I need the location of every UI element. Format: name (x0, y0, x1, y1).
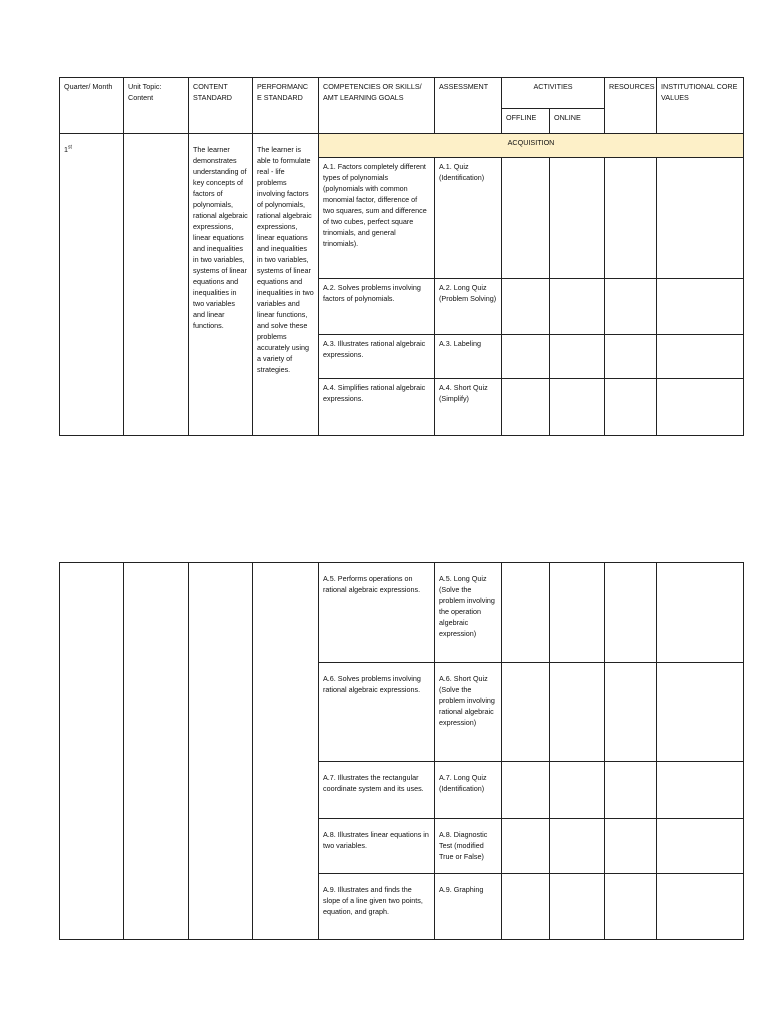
offline-cell (502, 874, 550, 940)
content-standard-cell (189, 563, 253, 940)
online-cell (550, 663, 605, 762)
quarter-header: Quarter/ Month (60, 78, 124, 134)
resources-cell (605, 819, 657, 874)
competency-cell: A.6. Solves problems involving rational algebraic expressions. (319, 663, 435, 762)
assessment-cell: A.7. Long Quiz (Identification) (435, 762, 502, 819)
competency-cell: A.3. Illustrates rational algebraic expressions. (319, 335, 435, 379)
online-cell (550, 563, 605, 663)
offline-cell (502, 158, 550, 279)
online-cell (550, 819, 605, 874)
resources-cell (605, 379, 657, 436)
content-standard-header: CONTENT STANDARD (189, 78, 253, 134)
resources-cell (605, 874, 657, 940)
offline-cell (502, 335, 550, 379)
offline-header: OFFLINE (502, 109, 550, 134)
quarter-ordinal: st (68, 144, 72, 151)
resources-cell (605, 663, 657, 762)
resources-cell (605, 279, 657, 335)
core-values-cell (657, 563, 744, 663)
offline-cell (502, 279, 550, 335)
header-row (60, 78, 744, 109)
assessment-cell: A.9. Graphing (435, 874, 502, 940)
online-cell (550, 762, 605, 819)
competency-cell: A.5. Performs operations on rational algebraic expressions. (319, 563, 435, 663)
core-values-cell (657, 335, 744, 379)
resources-cell (605, 762, 657, 819)
activities-header: ACTIVITIES (502, 78, 605, 109)
core-values-cell (657, 762, 744, 819)
quarter-cell (60, 563, 124, 940)
competency-cell: A.8. Illustrates linear equations in two variables. (319, 819, 435, 874)
assessment-cell: A.1. Quiz (Identification) (435, 158, 502, 279)
offline-cell (502, 762, 550, 819)
curriculum-table-page-1 (59, 77, 744, 436)
resources-cell (605, 563, 657, 663)
resources-cell (605, 335, 657, 379)
core-values-cell (657, 819, 744, 874)
unit-topic-header: Unit Topic: Content (124, 78, 189, 134)
offline-cell (502, 379, 550, 436)
online-cell (550, 335, 605, 379)
assessment-header: ASSESSMENT (435, 78, 502, 134)
performance-standard-cell: The learner is able to formulate real - life problems involving factors of polynomials, rational algebraic expressions, linear equations and inequalities in two variables, systems of linear equations and inequalities in two variables and linear functions, and solve these problems accurately using a variety of strategies. (253, 134, 319, 436)
assessment-cell: A.4. Short Quiz (Simplify) (435, 379, 502, 436)
curriculum-table-page-2 (59, 562, 744, 940)
unit-topic-cell (124, 563, 189, 940)
online-cell (550, 158, 605, 279)
performance-standard-cell (253, 563, 319, 940)
performance-standard-header: PERFORMANC E STANDARD (253, 78, 319, 134)
competency-cell: A.2. Solves problems involving factors of polynomials. (319, 279, 435, 335)
online-cell (550, 874, 605, 940)
quarter-cell (60, 134, 124, 436)
assessment-cell: A.5. Long Quiz (Solve the problem involving the operation algebraic expression) (435, 563, 502, 663)
assessment-cell: A.2. Long Quiz (Problem Solving) (435, 279, 502, 335)
core-values-cell (657, 158, 744, 279)
resources-cell (605, 158, 657, 279)
content-standard-cell: The learner demonstrates understanding of key concepts of factors of polynomials, rational algebraic expressions, linear equations and inequalities in two variables, systems of linear equations and inequalities in two variables and linear functions. (189, 134, 253, 436)
online-cell (550, 379, 605, 436)
competencies-header: COMPETENCIES OR SKILLS/ AMT LEARNING GOALS (319, 78, 435, 134)
offline-cell (502, 563, 550, 663)
offline-cell (502, 819, 550, 874)
core-values-cell (657, 379, 744, 436)
competency-cell: A.7. Illustrates the rectangular coordinate system and its uses. (319, 762, 435, 819)
online-header: ONLINE (550, 109, 605, 134)
online-cell (550, 279, 605, 335)
acquisition-label: ACQUISITION (319, 134, 744, 158)
assessment-cell: A.3. Labeling (435, 335, 502, 379)
core-values-cell (657, 663, 744, 762)
competency-cell: A.4. Simplifies rational algebraic expressions. (319, 379, 435, 436)
unit-topic-cell (124, 134, 189, 436)
competency-cell: A.1. Factors completely different types of polynomials (polynomials with common monomial factor, difference of two squares, sum and difference of two cubes, perfect square trinomials, and general trinomials). (319, 158, 435, 279)
resources-header: RESOURCES (605, 78, 657, 134)
assessment-cell: A.8. Diagnostic Test (modified True or False) (435, 819, 502, 874)
quarter-value: 1 (64, 145, 68, 154)
competency-cell: A.9. Illustrates and finds the slope of a line given two points, equation, and graph. (319, 874, 435, 940)
offline-cell (502, 663, 550, 762)
table-row (60, 563, 744, 663)
section-row (60, 134, 744, 158)
core-values-cell (657, 874, 744, 940)
assessment-cell: A.6. Short Quiz (Solve the problem involving rational algebraic expression) (435, 663, 502, 762)
core-values-header: INSTITUTIONAL CORE VALUES (657, 78, 744, 134)
core-values-cell (657, 279, 744, 335)
